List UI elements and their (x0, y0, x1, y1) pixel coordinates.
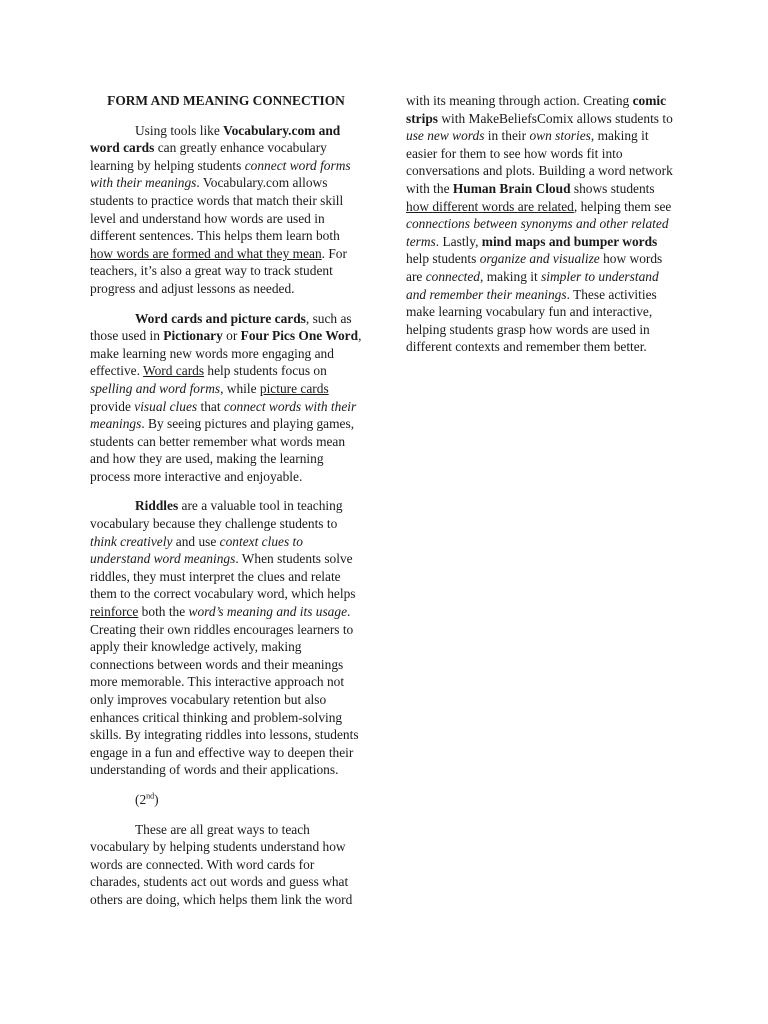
italic-run: connect word forms with their meanings (90, 157, 351, 191)
text-run: how words are (406, 251, 663, 284)
text-run: , helping them see (573, 198, 672, 214)
text-run: help students (406, 251, 477, 267)
marker-text: (2 (135, 791, 147, 807)
paragraph-connections (90, 821, 362, 909)
text-run: Using tools like (135, 122, 224, 138)
paragraph-connections-continued (406, 92, 678, 356)
right-column (406, 92, 678, 368)
text-run: . These activities make learning vocabulary fun and interactive, helping students grasp how words are used in different contexts and remember them better. (406, 286, 657, 355)
bold-run: Riddles (135, 498, 179, 514)
text-run: , making it (480, 268, 538, 284)
marker-superscript: nd (146, 791, 155, 801)
text-run: , make learning new words more engaging and effective. (90, 328, 362, 379)
text-run: . Lastly, (435, 233, 479, 249)
text-run: shows students (573, 180, 655, 196)
marker-text: ) (154, 791, 159, 807)
text-run: These are all great ways to teach vocabulary by helping students understand how words are connected. With word cards for charades, students act out words and guess what others are doing, which helps them link the word (90, 821, 353, 907)
italic-run: think creatively (90, 533, 173, 549)
text-run: that (197, 398, 224, 414)
text-run: help students focus on (204, 363, 327, 379)
bold-run: Vocabulary.com and word cards (90, 122, 341, 156)
bold-run: mind maps and bumper words (481, 233, 658, 249)
paragraph-vocabulary-com (90, 122, 362, 298)
text-run: and use (172, 533, 220, 549)
text-run: can greatly enhance vocabulary learning by helping students (90, 140, 327, 173)
bold-run: Human Brain Cloud (452, 180, 571, 196)
underlined-run: picture cards (259, 380, 329, 396)
italic-run: simpler to understand and remember their meanings (406, 268, 659, 302)
italic-run: spelling and word forms (90, 380, 221, 396)
underlined-run: how words are formed and what they mean (90, 245, 322, 261)
italic-run: connected (425, 268, 480, 284)
section-title: FORM AND MEANING CONNECTION (107, 93, 345, 108)
text-run: . For teachers, it’s also a great way to track student progress and adjust lessons as needed. (90, 245, 347, 296)
text-run: with its meaning through action. Creating (406, 93, 630, 108)
bold-run: comic strips (406, 93, 667, 126)
bold-run: Pictionary (163, 328, 223, 344)
text-run: with MakeBeliefsComix allows students to (441, 110, 673, 126)
text-run: . Creating their own riddles encourages learners to apply their knowledge actively, making connections between words and their meanings more memorable. This interactive approach not only improves vocabulary retention but also enhances critical thinking and problem-solving skills. By integrating riddles into lessons, students engage in a fun and effective way to deepen their understanding of words and their applications. (90, 604, 359, 778)
text-run: are a valuable tool in teaching vocabulary because they challenge students to (90, 498, 343, 532)
underlined-run: how different words are related (406, 198, 574, 214)
text-run: , while (220, 380, 260, 396)
italic-run: own stories (529, 128, 591, 144)
text-run: both the (138, 604, 189, 620)
text-run: , making it easier for them to see how words fit into conversations and plots. Building a word network with the (406, 128, 673, 196)
italic-run: organize and visualize (479, 251, 600, 267)
bold-run: Word cards and picture cards (135, 310, 306, 326)
text-run: provide (90, 398, 135, 414)
paragraph-riddles (90, 497, 362, 779)
italic-run: visual clues (134, 398, 198, 414)
bold-run: Four Pics One Word (240, 328, 359, 344)
italic-run: use new words (406, 128, 485, 144)
text-run: . Vocabulary.com allows students to practice words that match their skill level and understand how words are used in different sentences. This helps them learn both (90, 175, 344, 244)
text-run: , such as those used in (90, 310, 352, 344)
underlined-run: Word cards (143, 363, 205, 379)
text-run: . By seeing pictures and playing games, students can better remember what words mean and how they are used, making the learning process more interactive and enjoyable. (90, 416, 355, 484)
section-marker-2nd (90, 791, 362, 809)
paragraph-word-cards (90, 310, 362, 486)
text-run: . When students solve riddles, they must interpret the clues and relate them to the correct vocabulary word, which helps (90, 551, 356, 602)
left-column (90, 92, 362, 921)
italic-run: connect words with their meanings (90, 398, 357, 432)
text-run: in their (487, 128, 527, 144)
underlined-run: reinforce (90, 604, 139, 620)
italic-run: context clues to understand word meanings (90, 533, 303, 567)
text-run: or (222, 328, 241, 344)
italic-run: word’s meaning and its usage (188, 604, 348, 620)
italic-run: connections between synonyms and other related terms (406, 216, 669, 249)
